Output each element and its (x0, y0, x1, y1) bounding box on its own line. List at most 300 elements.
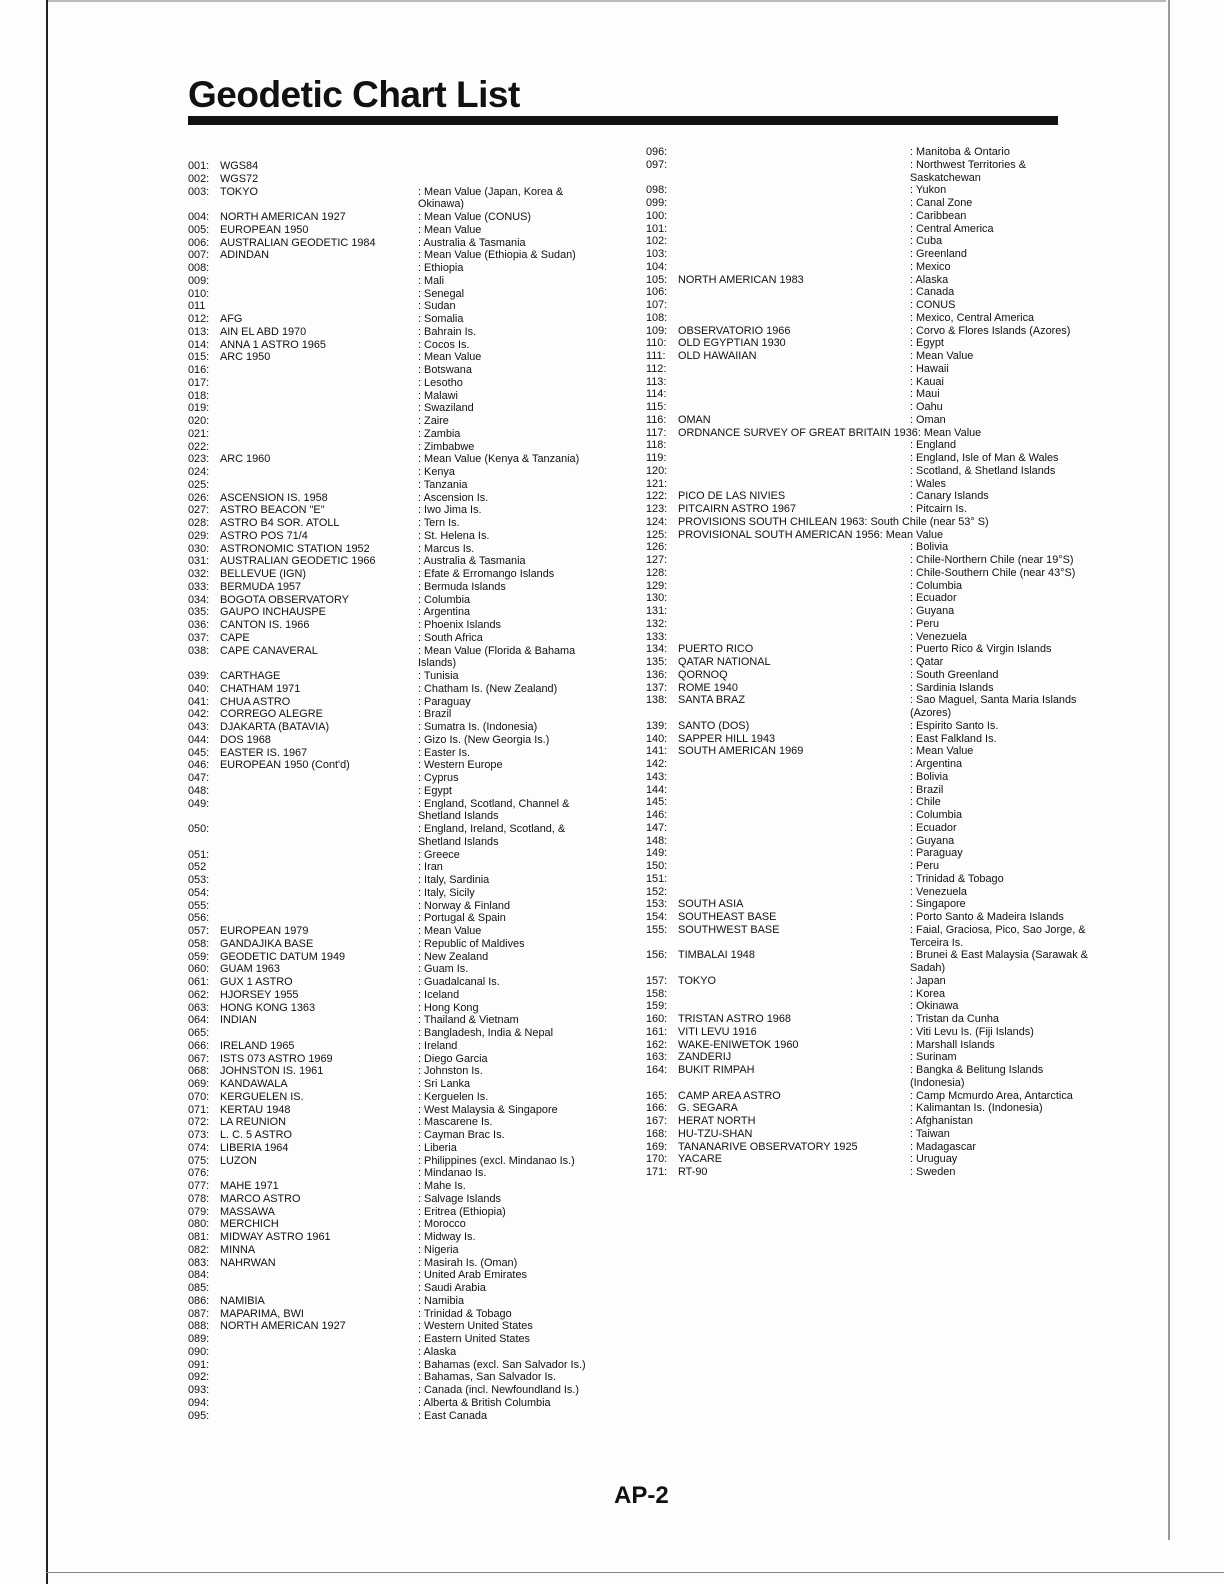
datum-region: : Sumatra Is. (Indonesia) (418, 721, 538, 733)
entry-number: 160: (646, 1013, 668, 1025)
datum-name: KANDAWALA (220, 1078, 288, 1090)
datum-region: : Kauai (910, 375, 944, 388)
chart-list-entry (188, 823, 602, 849)
datum-region: : Egypt (910, 337, 944, 350)
chart-list-entry (646, 554, 1098, 567)
entry-number: 095: (188, 1409, 210, 1422)
chart-list-entry (188, 186, 602, 212)
datum-name: EASTER IS. 1967 (220, 746, 308, 759)
datum-name: CHUA ASTRO (220, 695, 291, 708)
page-number: AP-2 (614, 1482, 669, 1509)
chart-list-entry (646, 682, 1098, 695)
datum-region: : Australia & Tasmania (418, 555, 526, 568)
chart-list-entry (188, 288, 602, 301)
entry-number: 129: (646, 579, 668, 592)
datum-region: : United Arab Emirates (418, 1269, 527, 1282)
chart-list-entry (188, 504, 602, 517)
datum-name: RT-90 (678, 1166, 708, 1178)
entry-number: 019: (188, 402, 210, 415)
datum-region: : Guyana (910, 605, 955, 617)
datum-region: : Alberta & British Columbia (418, 1396, 551, 1409)
datum-region: : Hawaii (910, 362, 949, 375)
chart-list-entry (646, 516, 1098, 529)
datum-region: : Philippines (excl. Mindanao Is.) (418, 1154, 575, 1167)
entry-number: 140: (646, 732, 668, 745)
chart-list-entry (646, 274, 1098, 287)
datum-region: : Mindanao Is. (418, 1167, 487, 1180)
datum-name: NAHRWAN (220, 1256, 276, 1269)
datum-name: PROVISIONS SOUTH CHILEAN 1963: South Chile (near 53° S) (678, 515, 989, 528)
datum-name: G. SEGARA (678, 1102, 738, 1115)
datum-region: : Porto Santo & Madeira Islands (910, 911, 1064, 923)
chart-list-entry (646, 248, 1098, 261)
datum-region: : Bahamas, San Salvador Is. (418, 1371, 557, 1384)
entry-number: 154: (646, 911, 668, 923)
datum-name: BUKIT RIMPAH (678, 1064, 755, 1076)
chart-list-entry (188, 543, 602, 556)
entry-number: 012: (188, 313, 210, 325)
entry-number: 004: (188, 211, 210, 223)
chart-list-entry (188, 989, 602, 1002)
chart-list-entry (188, 1104, 602, 1117)
datum-name: AFG (220, 313, 243, 325)
datum-region: : Senegal (418, 287, 465, 300)
entry-number: 045: (188, 746, 210, 759)
entry-number: 031: (188, 555, 210, 568)
entry-number: 074: (188, 1141, 210, 1154)
entry-number: 065: (188, 1027, 210, 1039)
entry-number: 008: (188, 262, 210, 274)
datum-region: : Marcus Is. (418, 542, 475, 555)
datum-region: : England, Isle of Man & Wales (910, 452, 1059, 464)
chart-list-entry (188, 1410, 602, 1423)
entry-number: 123: (646, 503, 668, 515)
chart-list-entry (188, 249, 602, 262)
datum-region: : Manitoba & Ontario (910, 146, 1010, 158)
datum-region: : Tern Is. (418, 517, 460, 529)
entry-number: 128: (646, 566, 668, 579)
entry-number: 059: (188, 950, 210, 963)
entry-number: 141: (646, 745, 668, 758)
datum-region: : Caribbean (910, 209, 967, 222)
chart-list-entry (188, 275, 602, 288)
datum-region: : Chile-Northern Chile (near 19°S) (910, 554, 1074, 566)
datum-name: LUZON (220, 1154, 257, 1167)
chart-list-entry (646, 210, 1098, 223)
datum-region: : England, Scotland, Channel & Shetland Islands (418, 797, 570, 823)
datum-name: TOKYO (220, 185, 258, 198)
datum-region: : Mean Value (418, 925, 482, 937)
datum-name: ASTRONOMIC STATION 1952 (220, 542, 370, 555)
chart-list-entry (646, 184, 1098, 197)
entry-number: 152: (646, 885, 668, 898)
datum-region: : Italy, Sardinia (418, 874, 490, 886)
entry-number: 126: (646, 541, 668, 554)
entry-number: 029: (188, 529, 210, 542)
chart-list-entry (188, 785, 602, 798)
entry-number: 102: (646, 235, 668, 248)
entry-number: 117: (646, 426, 667, 439)
datum-region: : Diego Garcia (418, 1052, 488, 1065)
datum-region: : Faial, Graciosa, Pico, Sao Jorge, & Terceira Is. (910, 923, 1086, 949)
datum-region: : Bahrain Is. (418, 325, 477, 338)
datum-region: : St. Helena Is. (418, 529, 490, 542)
datum-region: : New Zealand (418, 950, 489, 963)
chart-list-entry (188, 313, 602, 326)
datum-region: : Mean Value (418, 223, 482, 236)
entry-number: 166: (646, 1102, 668, 1115)
entry-number: 035: (188, 606, 210, 619)
chart-list-entry (188, 594, 602, 607)
datum-region: : Paraguay (418, 695, 471, 708)
chart-list-entry (188, 849, 602, 862)
datum-region: : Argentina (910, 758, 963, 770)
datum-region: : Japan (910, 974, 946, 987)
datum-region: : Oman (910, 413, 946, 426)
page-right-border (1168, 0, 1170, 1540)
chart-list-entry (646, 1128, 1098, 1141)
datum-region: : Norway & Finland (418, 899, 511, 912)
datum-region: : Bahamas (excl. San Salvador Is.) (418, 1358, 586, 1371)
datum-name: CHATHAM 1971 (220, 682, 301, 695)
chart-list-entry (188, 1155, 602, 1168)
chart-list-entry (646, 465, 1098, 478)
datum-name: GAUPO INCHAUSPE (220, 606, 326, 619)
datum-region: : Ecuador (910, 592, 957, 605)
entry-number: 088: (188, 1320, 210, 1333)
chart-list-entry (646, 809, 1098, 822)
entry-number: 005: (188, 223, 210, 236)
entry-number: 054: (188, 886, 210, 899)
entry-number: 158: (646, 987, 668, 1000)
datum-name: DOS 1968 (220, 733, 271, 746)
chart-list-entry (646, 949, 1098, 975)
datum-region: : Columbia (910, 579, 963, 592)
entry-number: 084: (188, 1269, 210, 1282)
chart-list-entry (188, 874, 602, 887)
datum-region: : Republic of Maldives (418, 937, 525, 950)
entry-number: 144: (646, 783, 668, 796)
entry-number: 014: (188, 338, 210, 351)
chart-list-entry (188, 1206, 602, 1219)
datum-region: : Mexico, Central America (910, 311, 1035, 324)
datum-name: QATAR NATIONAL (678, 656, 771, 668)
chart-list-entry (646, 1039, 1098, 1052)
chart-list-entry (188, 1014, 602, 1027)
datum-region: : Egypt (418, 784, 452, 797)
datum-region: : Yukon (910, 184, 947, 197)
page-left-border (46, 0, 48, 1584)
chart-list-entry (646, 337, 1098, 350)
datum-name: TIMBALAI 1948 (678, 949, 755, 962)
datum-region: : Masirah Is. (Oman) (418, 1256, 518, 1269)
entry-number: 076: (188, 1167, 210, 1180)
chart-list-entry (646, 541, 1098, 554)
chart-list-entry (646, 822, 1098, 835)
chart-list-entry (188, 1027, 602, 1040)
entry-number: 047: (188, 772, 210, 784)
datum-name: YACARE (678, 1153, 722, 1166)
datum-region: : Alaska (910, 273, 949, 286)
chart-list-entry (188, 1384, 602, 1397)
chart-list-entry (646, 350, 1098, 363)
entry-number: 147: (646, 821, 668, 834)
chart-list-entry (188, 351, 602, 364)
chart-list-entry (646, 886, 1098, 899)
entry-number: 024: (188, 466, 210, 478)
datum-name: CAPE CANAVERAL (220, 644, 318, 657)
entry-number: 027: (188, 504, 210, 517)
entry-number: 114: (646, 388, 667, 401)
datum-region: : Phoenix Islands (418, 619, 501, 631)
chart-list-entry (646, 745, 1098, 758)
chart-list-entry (646, 503, 1098, 516)
chart-list-entry (188, 912, 602, 925)
chart-list-entry (646, 529, 1098, 542)
datum-name: NAMIBIA (220, 1294, 265, 1307)
chart-list-entry (188, 1257, 602, 1270)
chart-list-entry (188, 1359, 602, 1372)
entry-number: 022: (188, 440, 210, 453)
entry-number: 077: (188, 1180, 210, 1192)
datum-region: : Namibia (418, 1294, 464, 1307)
datum-name: OLD EGYPTIAN 1930 (678, 337, 786, 350)
chart-list-entry (646, 592, 1098, 605)
datum-region: : Midway Is. (418, 1231, 476, 1243)
chart-list-entry (188, 606, 602, 619)
datum-name: SOUTH AMERICAN 1969 (678, 745, 804, 758)
entry-number: 078: (188, 1192, 210, 1205)
entry-number: 023: (188, 453, 210, 466)
chart-list-entry (188, 696, 602, 709)
datum-region: : Mean Value (Florida & Bahama Islands) (418, 644, 576, 670)
entry-number: 163: (646, 1051, 668, 1064)
entry-number: 150: (646, 860, 668, 872)
entry-number: 119: (646, 452, 667, 464)
chart-list-entry (188, 453, 602, 466)
datum-region: : Mexico (910, 260, 951, 273)
chart-list-entry (188, 670, 602, 683)
datum-region: : Zambia (418, 427, 461, 440)
entry-number: 153: (646, 898, 668, 911)
datum-name: SANTO (DOS) (678, 719, 750, 732)
entry-number: 062: (188, 988, 210, 1001)
datum-name: AUSTRALIAN GEODETIC 1966 (220, 555, 376, 568)
chart-list-entry (188, 1065, 602, 1078)
datum-region: : Gizo Is. (New Georgia Is.) (418, 733, 550, 746)
entry-number: 116: (646, 413, 667, 426)
datum-name: EUROPEAN 1950 (Cont'd) (220, 759, 350, 772)
entry-number: 139: (646, 719, 668, 732)
entry-number: 032: (188, 568, 210, 580)
datum-name: ADINDAN (220, 249, 270, 262)
datum-name: MAPARIMA, BWI (220, 1307, 304, 1320)
chart-list-entry (646, 452, 1098, 465)
entry-number: 085: (188, 1282, 210, 1294)
chart-list-entry (646, 567, 1098, 580)
chart-list-entry (646, 1026, 1098, 1039)
datum-region: : Guyana (910, 834, 955, 847)
datum-region: : South Africa (418, 631, 483, 644)
entry-number: 006: (188, 236, 210, 249)
entry-number: 148: (646, 834, 668, 847)
datum-name: MIDWAY ASTRO 1961 (220, 1231, 331, 1243)
datum-region: : Ireland (418, 1039, 458, 1052)
datum-region: : Mean Value (Kenya & Tanzania) (418, 453, 580, 466)
datum-region: : Venezuela (910, 885, 967, 898)
chart-list-entry (188, 1333, 602, 1346)
datum-region: : Canada (incl. Newfoundland Is.) (418, 1384, 580, 1396)
datum-name: MASSAWA (220, 1205, 275, 1218)
chart-list-entry (188, 1269, 602, 1282)
datum-region: : Qatar (910, 656, 944, 668)
chart-list-entry (188, 415, 602, 428)
chart-list-entry (646, 988, 1098, 1001)
entry-number: 094: (188, 1396, 210, 1409)
datum-region: : Mean Value (CONUS) (418, 211, 531, 223)
chart-list-entry (188, 160, 602, 173)
chart-list-entry (646, 656, 1098, 669)
entry-number: 040: (188, 682, 210, 695)
entry-number: 063: (188, 1001, 210, 1014)
entry-number: 100: (646, 209, 668, 222)
datum-name: PUERTO RICO (678, 643, 754, 656)
entry-number: 109: (646, 324, 668, 337)
chart-list-entry (188, 1218, 602, 1231)
datum-name: LIBERIA 1964 (220, 1141, 289, 1154)
datum-region: : Northwest Territories & Saskatchewan (910, 158, 1026, 184)
datum-region: : Uruguay (910, 1153, 958, 1166)
chart-list-entry (188, 1282, 602, 1295)
datum-region: : Italy, Sicily (418, 886, 475, 899)
datum-name: TRISTAN ASTRO 1968 (678, 1013, 791, 1025)
datum-region: : Kalimantan Is. (Indonesia) (910, 1102, 1043, 1115)
entry-number: 026: (188, 491, 210, 504)
chart-list-entry (188, 1040, 602, 1053)
datum-region: : Mean Value (Ethiopia & Sudan) (418, 249, 576, 262)
datum-region: : Argentina (418, 606, 471, 619)
datum-name: ASCENSION IS. 1958 (220, 491, 328, 504)
entry-number: 096: (646, 146, 668, 158)
chart-list-entry (646, 694, 1098, 720)
datum-name: ASTRO B4 SOR. ATOLL (220, 517, 340, 529)
datum-region: : Mean Value (910, 350, 974, 362)
chart-list-entry (188, 963, 602, 976)
datum-name: SOUTH ASIA (678, 898, 744, 911)
entry-number: 028: (188, 517, 210, 529)
chart-list-entry (188, 1129, 602, 1142)
entry-number: 103: (646, 248, 668, 260)
chart-list-entry (646, 911, 1098, 924)
datum-name: ASTRO BEACON "E" (220, 504, 325, 517)
chart-list-entry (646, 720, 1098, 733)
chart-list-entry (188, 364, 602, 377)
datum-region: : Nigeria (418, 1243, 459, 1256)
entry-number: 044: (188, 733, 210, 746)
entry-number: 145: (646, 796, 668, 809)
datum-name: L. C. 5 ASTRO (220, 1129, 293, 1141)
datum-name: PITCAIRN ASTRO 1967 (678, 503, 797, 515)
datum-name: PICO DE LAS NIVIES (678, 490, 786, 503)
datum-region: : Bermuda Islands (418, 580, 506, 593)
entry-number: 011 (188, 300, 206, 313)
datum-region: : Oahu (910, 401, 943, 413)
chart-list-entry (188, 887, 602, 900)
chart-list-entry (646, 1064, 1098, 1090)
chart-list-entry (646, 860, 1098, 873)
datum-name: QORNOQ (678, 668, 728, 681)
datum-region: : England, Ireland, Scotland, & Shetland Islands (418, 823, 566, 848)
datum-region: : Corvo & Flores Islands (Azores) (910, 324, 1071, 337)
datum-name: CANTON IS. 1966 (220, 619, 310, 631)
chart-list-entry (188, 747, 602, 760)
entry-number: 086: (188, 1294, 210, 1307)
datum-region: : Mean Value (910, 745, 974, 758)
chart-list-entry (188, 1308, 602, 1321)
datum-region: : Columbia (418, 593, 471, 606)
datum-name: HU-TZU-SHAN (678, 1127, 753, 1140)
datum-region: : Eastern United States (418, 1333, 530, 1345)
entry-number: 134: (646, 643, 668, 656)
datum-name: ISTS 073 ASTRO 1969 (220, 1052, 333, 1065)
datum-region: : Efate & Erromango Islands (418, 568, 555, 580)
entry-number: 048: (188, 784, 210, 797)
datum-region: : Pitcairn Is. (910, 503, 967, 515)
entry-number: 118: (646, 439, 667, 452)
datum-region: : East Falkland Is. (910, 732, 997, 745)
chart-list-entry (646, 605, 1098, 618)
entry-number: 132: (646, 617, 668, 630)
chart-list-entry (646, 299, 1098, 312)
datum-region: : Cuba (910, 235, 943, 248)
datum-name: CAPE (220, 631, 250, 644)
entry-number: 089: (188, 1333, 210, 1345)
datum-name: KERTAU 1948 (220, 1103, 291, 1116)
datum-region: : Eritrea (Ethiopia) (418, 1205, 506, 1218)
entry-number: 098: (646, 184, 668, 197)
datum-region: : Cocos Is. (418, 338, 470, 351)
datum-name: GANDAJIKA BASE (220, 937, 314, 950)
entry-number: 136: (646, 668, 668, 681)
datum-name: BERMUDA 1957 (220, 580, 302, 593)
entry-number: 053: (188, 874, 210, 886)
chart-list-entry (646, 1013, 1098, 1026)
datum-region: : Western Europe (418, 759, 503, 772)
entry-number: 159: (646, 1000, 668, 1013)
datum-region: : Marshall Islands (910, 1038, 995, 1051)
datum-region: : Chatham Is. (New Zealand) (418, 682, 558, 695)
entry-number: 016: (188, 364, 210, 376)
chart-list-entry (188, 1002, 602, 1015)
datum-name: ARC 1960 (220, 453, 271, 466)
datum-region: : Sardinia Islands (910, 681, 994, 694)
entry-number: 041: (188, 695, 210, 708)
datum-region: : Canal Zone (910, 197, 973, 209)
datum-region: : Portugal & Spain (418, 912, 506, 925)
datum-name: NORTH AMERICAN 1927 (220, 211, 346, 223)
datum-region: : Mean Value (418, 351, 482, 364)
datum-region: : Somalia (418, 313, 464, 325)
entry-number: 020: (188, 415, 210, 427)
datum-region: : Alaska (418, 1345, 457, 1358)
datum-region: : Malawi (418, 389, 458, 402)
datum-region: : Scotland, & Shetland Islands (910, 464, 1056, 477)
datum-region: : Mascarene Is. (418, 1116, 493, 1129)
entry-number: 009: (188, 274, 210, 287)
datum-region: : Puerto Rico & Virgin Islands (910, 643, 1052, 656)
datum-region: : Maui (910, 388, 940, 401)
datum-name: ROME 1940 (678, 681, 738, 694)
